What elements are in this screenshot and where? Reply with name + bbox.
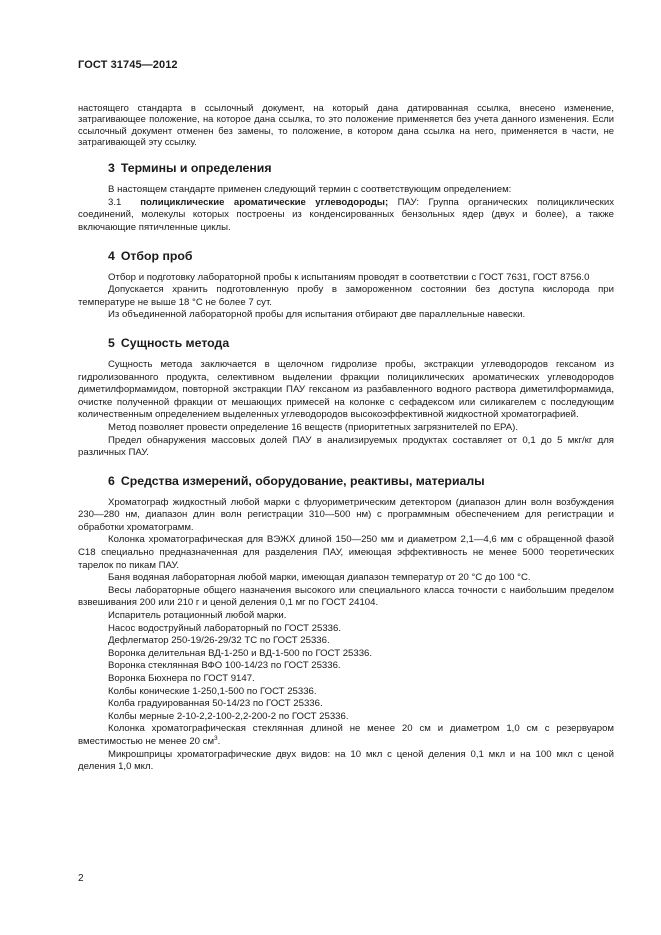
section-4-heading [78,249,614,263]
section-3-number: 3 [108,161,115,176]
list-item: Воронка Бюхнера по ГОСТ 9147. [108,673,255,684]
list-item: Колба градуированная 50-14/23 по ГОСТ 25336. [108,698,323,710]
list-item: Дефлегматор 250-19/26-29/32 ТС по ГОСТ 25336. [108,635,330,647]
list-item: Колбы конические 1-250,1-500 по ГОСТ 25336. [108,685,317,697]
page-content [78,102,614,774]
paragraph: Микрошприцы хроматографические двух видов: на 10 мкл с ценой деления 0,1 мкл и на 100 мкл с ценой деления 1,0 мкл. [78,748,614,773]
section-5-heading [78,336,614,350]
term-name: полициклические ароматические углеводороды; [140,196,389,208]
list-item: Воронка делительная ВД-1-250 и ВД-1-500 по ГОСТ 25336. [108,647,373,659]
paragraph: Баня водяная лабораторная любой марки, имеющая диапазон температур от 20 °С до 100 °С. [108,572,531,584]
list-item: Воронка стеклянная ВФО 100-14/23 по ГОСТ 25336. [108,660,341,672]
section-3-heading [78,161,614,175]
term-number: 3.1 [108,196,122,208]
paragraph: Хроматограф жидкостный любой марки с флуориметрическим детектором (диапазон длин волн возбуждения 230—280 нм, диапазон длин волн регистрации 310—500 нм) с программным обеспечением для регистрации и обработки хроматограмм. [78,496,614,533]
section-3-intro: В настоящем стандарте применен следующий термин с соответствующим определением: [108,184,512,196]
paragraph: Из объединенной лабораторной пробы для испытания отбирают две параллельные навески. [108,309,526,321]
column-end: . [217,735,221,747]
paragraph: Предел обнаружения массовых долей ПАУ в анализируемых продуктах составляет от 0,1 до 5 мкг/кг для различных ПАУ. [78,434,614,459]
section-5-title: Сущность метода [120,335,230,350]
section-3-title: Термины и определения [120,161,272,176]
paragraph: Колонка хроматографическая для ВЭЖХ длиной 150—250 мм и диаметром 2,1—4,6 мм с обращенной фазой С18 специально предназначенная для разделения ПАУ, имеющая эффективность не менее 5000 теоретических тарелок по пикам ПАУ. [78,534,614,571]
paragraph: Метод позволяет провести определение 16 веществ (приоритетных загрязнителей по ЕРА). [108,421,518,433]
column-text: Колонка хроматографическая стеклянная длиной не менее 20 см и диаметром 1,0 см с резервуаром вместимостью не менее 20 см [78,723,614,747]
list-item: Испаритель ротационный любой марки. [108,610,287,622]
section-6-title: Средства измерений, оборудование, реактивы, материалы [120,473,485,488]
intro-paragraph: настоящего стандарта в ссылочный документ, на который дана датированная ссылка, внесено изменение, затрагивающее положение, на которое дана ссылка, то это положение применяется без учета данного изменения. Если ссылочный документ отменен без замены, то положение, в котором дана ссылка на него, применяется в части, не затрагивающей эту ссылку. [78,102,614,147]
term-text: ПАУ: Группа органических полициклических соединений, молекулы которых построены из конденсированных бензольных ядер (двух и более), а также включающие пятичленные циклы. [78,196,614,233]
section-4-title: Отбор проб [120,248,193,263]
section-6-number: 6 [108,473,115,488]
list-item: Насос водоструйный лабораторный по ГОСТ 25336. [108,622,341,634]
section-5-number: 5 [108,335,115,350]
paragraph: Отбор и подготовку лабораторной пробы к испытаниям проводят в соответствии с ГОСТ 7631, ГОСТ 8756.0 [108,271,590,283]
paragraph: Весы лабораторные общего назначения высокого или специального класса точности с наибольшим пределом взвешивания 200 или 210 г и ценой деления 0,1 мг по ГОСТ 24104. [78,584,614,609]
page-number: 2 [78,873,84,884]
column-superscript: 3 [214,734,218,742]
list-item: Колбы мерные 2-10-2,2-100-2,2-200-2 по ГОСТ 25336. [108,710,349,722]
section-4-number: 4 [108,248,115,263]
document-header: ГОСТ 31745—2012 [78,59,178,71]
paragraph: Сущность метода заключается в щелочном гидролизе пробы, экстракции углеводородов гексаном из гидролизованного продукта, селективном выделении фракции полициклических ароматических углеводородов диметилформамидом, повторной экстракции ПАУ гексаном из разбавленного водного раствора диметилформамида, очистке полученной фракции от мешающих примесей на колонке с сефадексом или силикагелем с последующим количественным определением выделенных углеводородов высокоэффективной жидкостной хроматографией. [78,358,614,421]
paragraph: Допускается хранить подготовленную пробу в замороженном состоянии без доступа кислорода при температуре не выше 18 °С не более 7 сут. [78,284,614,308]
column-paragraph [78,723,614,748]
section-6-heading [78,474,614,488]
term-definition [78,197,614,235]
